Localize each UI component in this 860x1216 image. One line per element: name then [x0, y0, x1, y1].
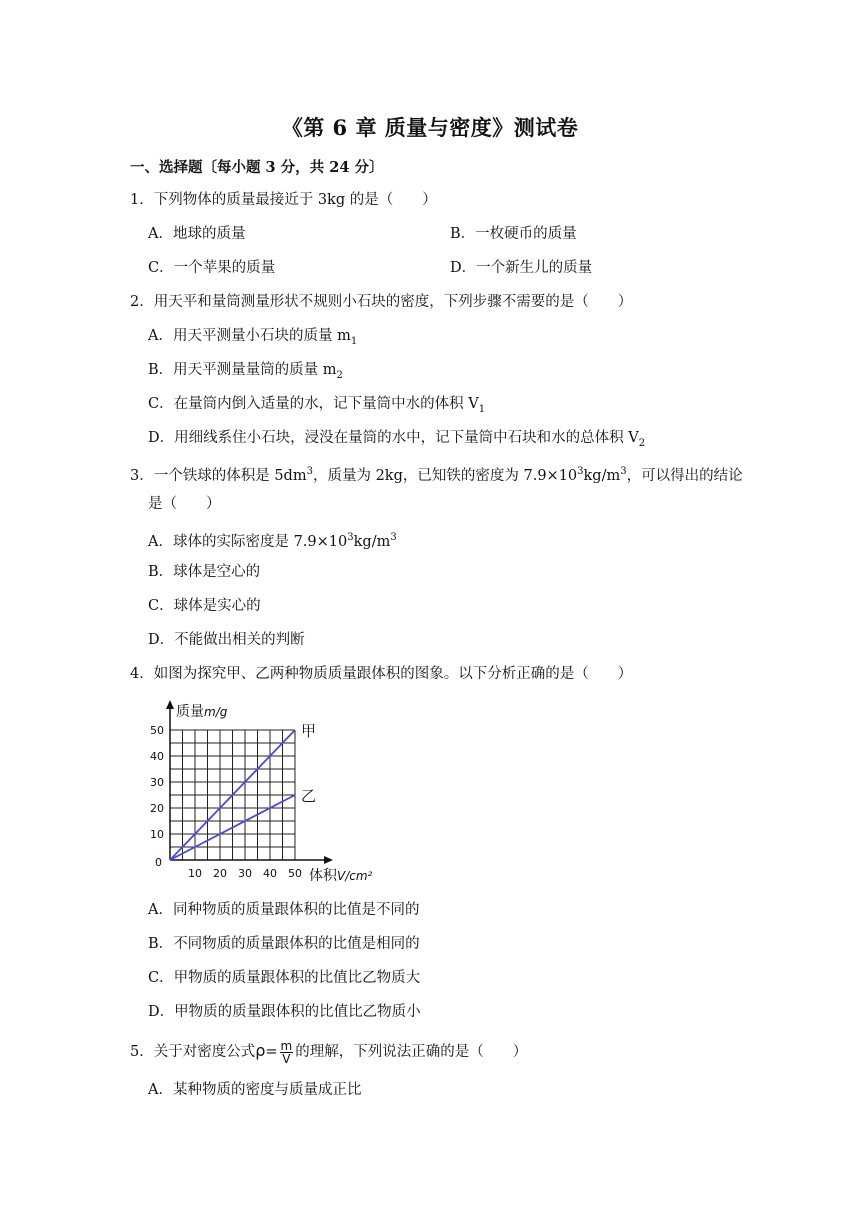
- y-tick-label: 20: [150, 802, 164, 815]
- question-1-option-c: C．一个苹果的质量: [148, 260, 276, 276]
- question-4-option-c: C．甲物质的质量跟体积的比值比乙物质大: [148, 970, 421, 986]
- x-tick-label: 40: [263, 867, 277, 880]
- x-tick-label: 50: [288, 867, 302, 880]
- y-axis-label: 质量m/g: [176, 704, 228, 720]
- question-2-option-b: B．用天平测量量筒的质量 $m_2$: [148, 362, 343, 381]
- question-3-stem: 3．一个铁球的体积是 $5dm^3$，质量为 2kg，已知铁的密度为 $7.9\times 10^3kg/m^3$，可以得出的结论: [130, 466, 743, 484]
- question-4-stem: 4．如图为探究甲、乙两种物质质量跟体积的图象。以下分析正确的是（ ）: [130, 666, 633, 682]
- x-axis-arrow: [324, 856, 333, 864]
- x-tick-label: 30: [238, 867, 252, 880]
- density-symbol: ρ: [255, 1041, 266, 1060]
- question-5-stem: 5．关于对密度公式ρ= $\frac{m}{V}$ 的理解，下列说法正确的是（ ）: [130, 1038, 528, 1066]
- question-3-option-c: C．球体是实心的: [148, 598, 261, 614]
- question-3-option-b: B．球体是空心的: [148, 564, 261, 580]
- question-1-option-b: B．一枚硬币的质量: [450, 226, 577, 242]
- mass-volume-chart: [144, 694, 373, 894]
- origin-label: 0: [155, 856, 162, 869]
- question-3-option-a: A．球体的实际密度是 $7.9\times 10^3kg/m^3$: [148, 532, 397, 550]
- x-axis-label: 体积V/cm²: [309, 868, 373, 884]
- question-2-stem: 2．用天平和量筒测量形状不规则小石块的密度，下列步骤不需要的是（ ）: [130, 294, 633, 310]
- question-2-option-a: A．用天平测量小石块的质量 $m_1$: [148, 328, 358, 347]
- series-label-yi: 乙: [301, 787, 317, 805]
- y-tick-label: 50: [150, 724, 164, 737]
- x-tick-label: 10: [188, 867, 202, 880]
- question-3-option-d: D．不能做出相关的判断: [148, 632, 305, 648]
- chart-labels: [150, 704, 373, 884]
- y-axis-arrow: [166, 700, 174, 709]
- question-5-option-a: A．某种物质的密度与质量成正比: [148, 1082, 362, 1098]
- question-2-option-d: D．用细线系住小石块，浸没在量筒的水中，记下量筒中石块和水的总体积 $V_2$: [148, 430, 646, 449]
- question-4-option-d: D．甲物质的质量跟体积的比值比乙物质小: [148, 1004, 421, 1020]
- y-tick-label: 40: [150, 750, 164, 763]
- section-heading: 一、选择题〔每小题 3 分，共 24 分〕: [130, 159, 384, 176]
- series-label-jia: 甲: [301, 722, 317, 740]
- page-title: 《第 6 章 质量与密度》测试卷: [281, 115, 579, 140]
- question-3-stem-continued: 是（ ）: [148, 496, 221, 512]
- question-4-option-a: A．同种物质的质量跟体积的比值是不同的: [148, 902, 420, 918]
- x-tick-label: 20: [213, 867, 227, 880]
- question-1-stem: 1．下列物体的质量最接近于 3kg 的是（ ）: [130, 192, 437, 208]
- y-tick-label: 10: [150, 828, 164, 841]
- y-tick-label: 30: [150, 776, 164, 789]
- question-2-option-c: C．在量筒内倒入适量的水，记下量筒中水的体积 $V_1$: [148, 396, 486, 415]
- question-1-option-d: D．一个新生儿的质量: [450, 260, 593, 276]
- question-1-option-a: A．地球的质量: [148, 226, 246, 242]
- question-4-option-b: B．不同物质的质量跟体积的比值是相同的: [148, 936, 420, 952]
- density-formula-fraction: $\frac{m}{V}$: [280, 1038, 293, 1066]
